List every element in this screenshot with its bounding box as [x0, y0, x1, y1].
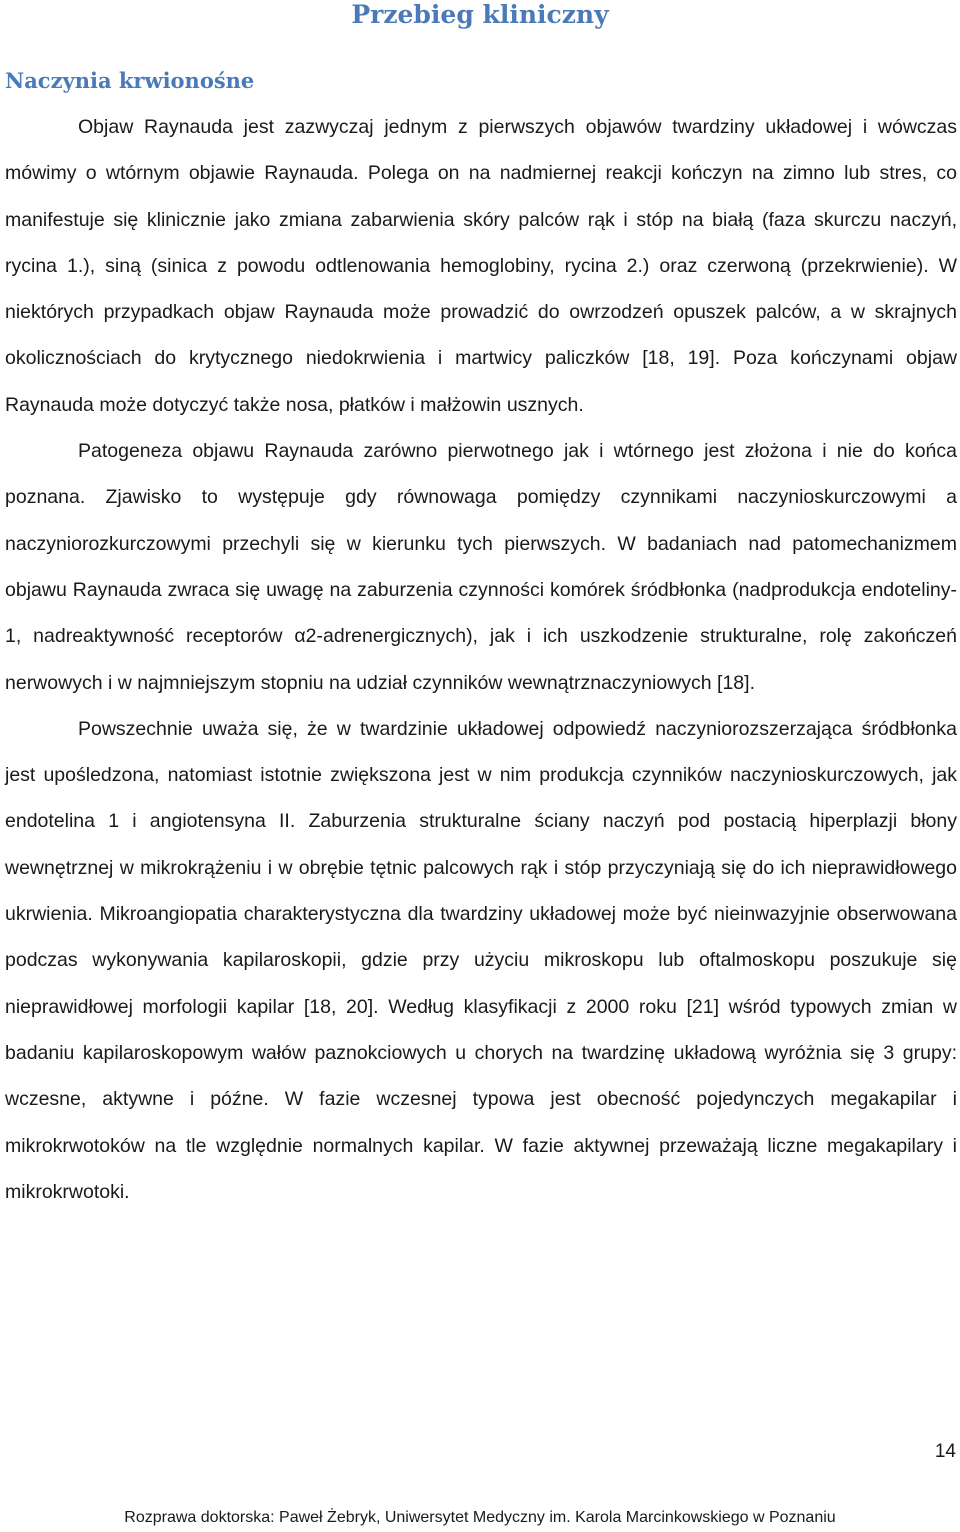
section-heading: Naczynia krwionośne	[5, 68, 255, 93]
page-footer: Rozprawa doktorska: Paweł Żebryk, Uniwersytet Medyczny im. Karola Marcinkowskiego w Poznaniu	[124, 1509, 836, 1526]
paragraph-pathogenesis: Patogeneza objawu Raynauda zarówno pierwotnego jak i wtórnego jest złożona i nie do końca poznana. Zjawisko to występuje gdy równowaga pomiędzy czynnikami naczynioskurczowymi a naczyniorozkurczowymi przechyli się w kierunku tych pierwszych. W badaniach nad patomechanizmem objawu Raynauda zwraca się uwagę na zaburzenia czynności komórek śródbłonka (nadprodukcja endoteliny-1, nadreaktywność receptorów α2-adrenergicznych), jak i ich uszkodzenie strukturalne, rolę zakończeń nerwowych i w najmniejszym stopniu na udział czynników wewnątrznaczyniowych [18].	[5, 440, 957, 694]
page-number: 14	[934, 1441, 956, 1462]
paragraph-raynaud-intro: Objaw Raynauda jest zazwyczaj jednym z pierwszych objawów twardziny układowej i wówczas mówimy o wtórnym objawie Raynauda. Polega on na nadmiernej reakcji kończyn na zimno lub stres, co manifestuje się klinicznie jako zmiana zabarwienia skóry palców rąk i stóp na białą (faza skurczu naczyń, rycina 1.), siną (sinica z powodu odtlenowania hemoglobiny, rycina 2.) oraz czerwoną (przekrwienie). W niektórych przypadkach objaw Raynauda może prowadzić do owrzodzeń opuszek palców, a w skrajnych okolicznościach do krytycznego niedokrwienia i martwicy paliczków [18, 19]. Poza kończynami objaw Raynauda może dotyczyć także nosa, płatków i małżowin usznych.	[5, 116, 957, 416]
paragraph-endothelium: Powszechnie uważa się, że w twardzinie układowej odpowiedź naczyniorozszerzająca śródbłonka jest upośledzona, natomiast istotnie zwiększona jest w nim produkcja czynników naczynioskurczowych, jak endotelina 1 i angiotensyna II. Zaburzenia strukturalne ściany naczyń pod postacią hiperplazji błony wewnętrznej w mikrokrążeniu i w obrębie tętnic palcowych rąk i stóp przyczyniają się do ich nieprawidłowego ukrwienia. Mikroangiopatia charakterystyczna dla twardziny układowej może być nieinwazyjnie obserwowana podczas wykonywania kapilaroskopii, gdzie przy użyciu mikroskopu lub oftalmoskopu poszukuje się nieprawidłowej morfologii kapilar [18, 20]. Według klasyfikacji z 2000 roku [21] wśród typowych zmian w badaniu kapilaroskopowym wałów paznokciowych u chorych na twardzinę układową wyróżnia się 3 grupy: wczesne, aktywne i późne. W fazie wczesnej typowa jest obecność pojedynczych megakapilar i mikrokrwotoków na tle względnie normalnych kapilar. W fazie aktywnej przeważają liczne megakapilary i mikrokrwotoki.	[5, 717, 957, 1203]
body-text	[5, 104, 957, 1215]
page-title: Przebieg kliniczny	[351, 0, 609, 29]
